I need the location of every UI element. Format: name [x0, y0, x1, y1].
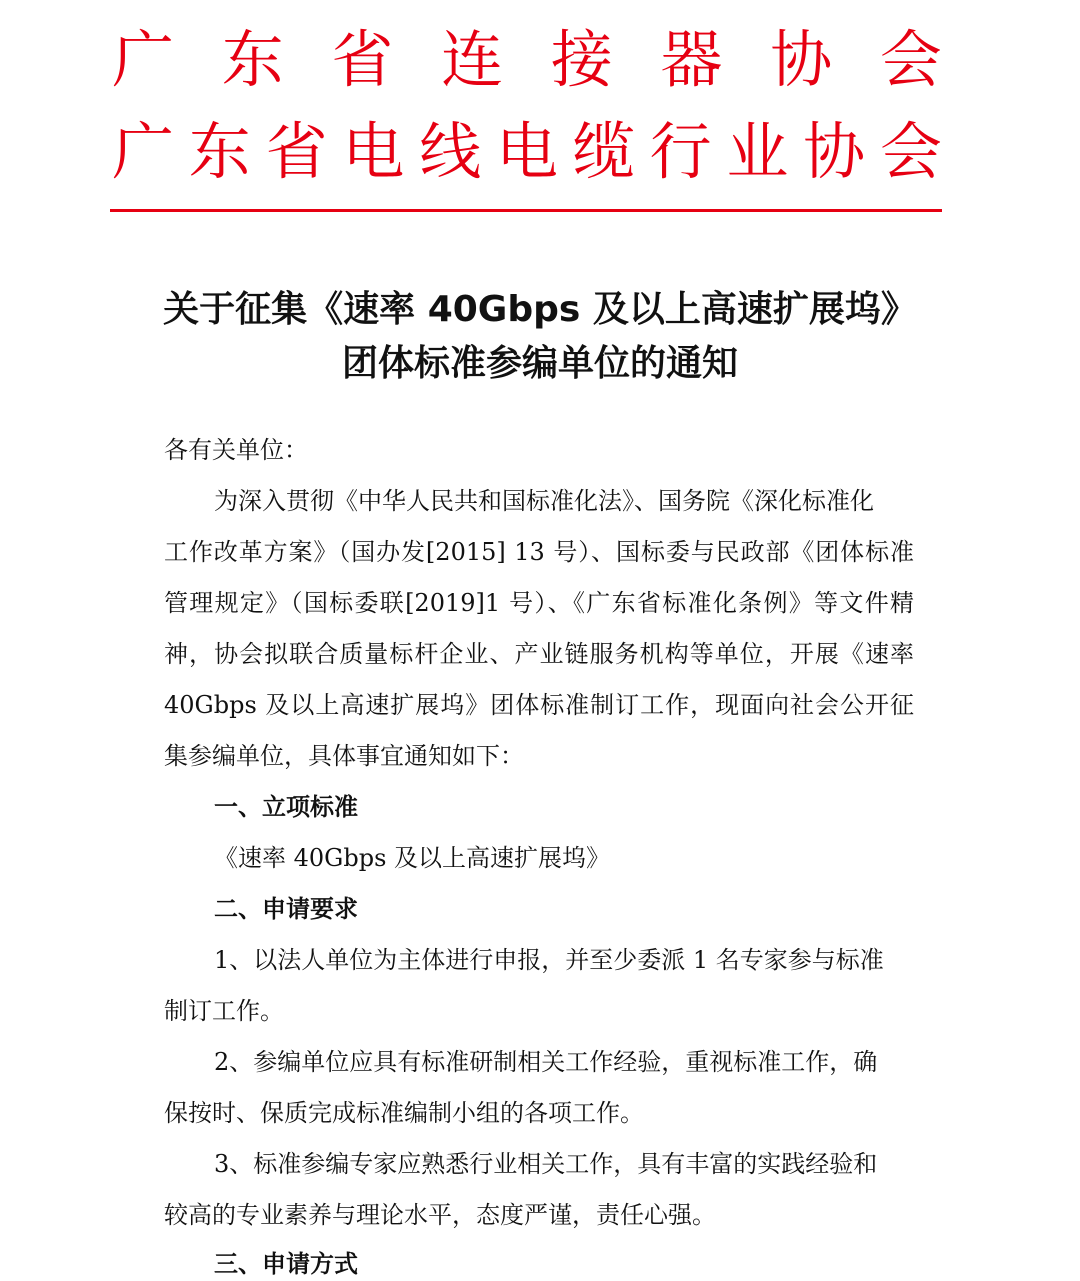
letterhead-char: 接: [550, 23, 613, 96]
requirement-line: 制订工作。: [164, 997, 284, 1025]
letterhead-char: 协: [803, 115, 866, 188]
letterhead-char: 广: [112, 23, 175, 96]
letterhead-char: 省: [331, 23, 394, 96]
notice-title-line-1: 关于征集《速率 40Gbps 及以上高速扩展坞》: [163, 289, 917, 330]
requirement-line: 较高的专业素养与理论水平，态度严谨，责任心强。: [164, 1201, 716, 1229]
paragraph-line: 工作改革方案》（国办发[2015] 13 号）、国标委与民政部《团体标准: [164, 538, 914, 566]
letterhead-char: 广: [112, 115, 175, 188]
requirement-line: 3、标准参编专家应熟悉行业相关工作，具有丰富的实践经验和: [214, 1150, 878, 1178]
letterhead-char: 线: [419, 115, 482, 188]
letterhead-char: 东: [221, 23, 284, 96]
letterhead-org-connector-association: [112, 24, 942, 96]
paragraph-line: 神，协会拟联合质量标杆企业、产业链服务机构等单位，开展《速率: [164, 640, 914, 668]
standard-name: 《速率 40Gbps 及以上高速扩展坞》: [214, 844, 611, 872]
letterhead-char: 会: [879, 115, 942, 188]
section-heading-requirements: 二、申请要求: [214, 895, 358, 923]
section-heading-standard: 一、立项标准: [214, 793, 358, 821]
salutation: 各有关单位：: [164, 436, 308, 464]
letterhead-org-cable-association: [112, 116, 942, 188]
requirement-line: 1、以法人单位为主体进行申报，并至少委派 1 名专家参与标准: [214, 946, 884, 974]
letterhead-char: 会: [879, 23, 942, 96]
paragraph-line: 40Gbps 及以上高速扩展坞》团体标准制订工作，现面向社会公开征: [164, 691, 914, 719]
letterhead-char: 缆: [572, 115, 635, 188]
letterhead-char: 业: [726, 115, 789, 188]
letterhead-char: 东: [188, 115, 251, 188]
requirement-line: 2、参编单位应具有标准研制相关工作经验，重视标准工作，确: [214, 1048, 878, 1076]
letterhead-divider: [110, 209, 942, 212]
letterhead-char: 省: [265, 115, 328, 188]
paragraph-line: 管理规定》（国标委联[2019]1 号）、《广东省标准化条例》等文件精: [164, 589, 914, 617]
letterhead-char: 电: [495, 115, 558, 188]
letterhead-char: 连: [441, 23, 504, 96]
letterhead-char: 协: [770, 23, 833, 96]
letterhead-char: 电: [342, 115, 405, 188]
letterhead-char: 行: [649, 115, 712, 188]
paragraph-line: 为深入贯彻《中华人民共和国标准化法》、国务院《深化标准化: [214, 487, 874, 515]
section-heading-application-method: 三、申请方式: [214, 1250, 358, 1278]
requirement-line: 保按时、保质完成标准编制小组的各项工作。: [164, 1099, 644, 1127]
letterhead-char: 器: [660, 23, 723, 96]
paragraph-line: 集参编单位，具体事宜通知如下：: [164, 742, 524, 770]
notice-title-line-2: 团体标准参编单位的通知: [341, 343, 738, 384]
